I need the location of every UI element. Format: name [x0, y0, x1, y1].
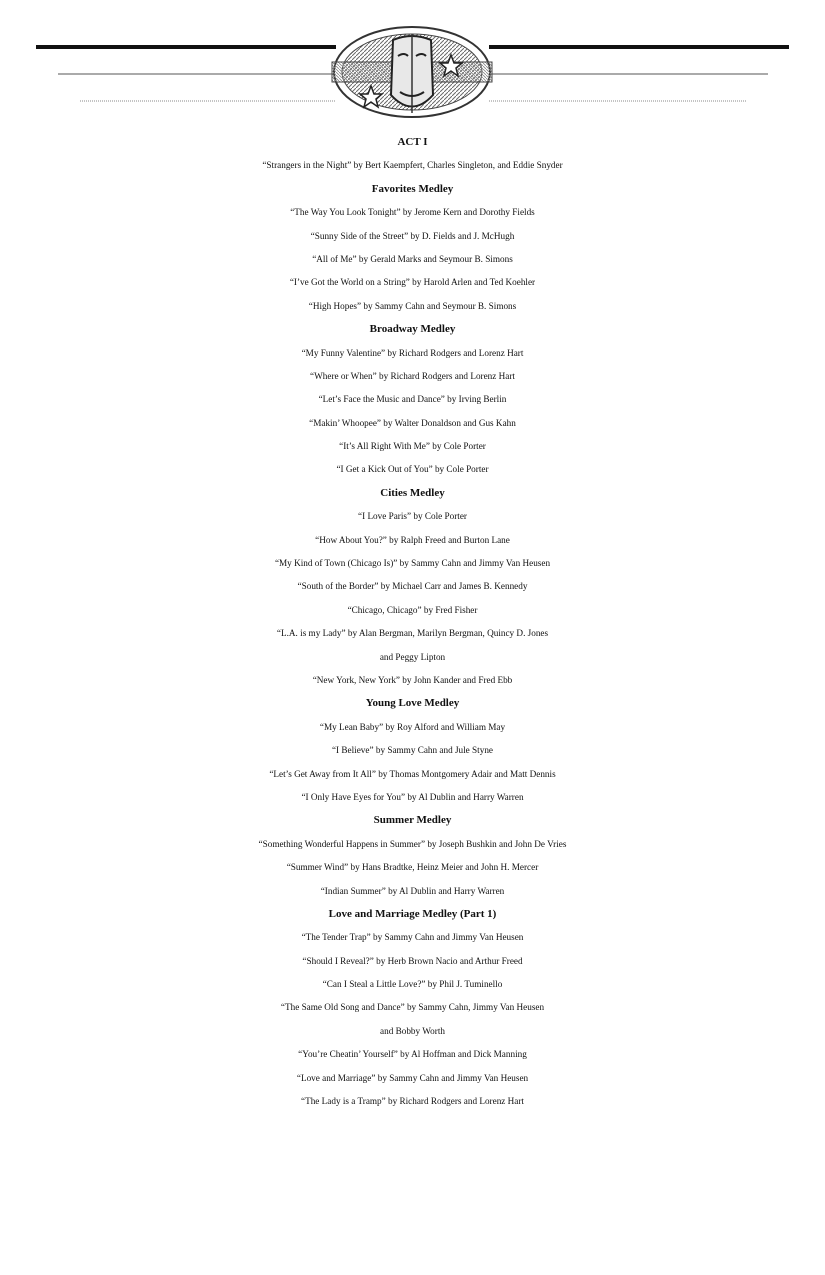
song-credit-line: “I Love Paris” by Cole Porter	[358, 511, 467, 522]
song-credit-line: “Sunny Side of the Street” by D. Fields and J. McHugh	[310, 230, 515, 241]
song-credit-line: “Strangers in the Night” by Bert Kaempfert, Charles Singleton, and Eddie Snyder	[262, 160, 563, 171]
song-credit-line: “The Lady is a Tramp” by Richard Rodgers and Lorenz Hart	[301, 1096, 524, 1107]
header-rule-right	[489, 45, 789, 101]
song-credit-line: “Let’s Get Away from It All” by Thomas Montgomery Adair and Matt Dennis	[269, 768, 556, 779]
section-heading: Broadway Medley	[369, 323, 456, 336]
section-heading: Favorites Medley	[371, 182, 454, 195]
song-credit-line: “The Way You Look Tonight” by Jerome Kern and Dorothy Fields	[290, 207, 535, 218]
header-rule-left	[36, 45, 336, 101]
section-heading: ACT I	[397, 136, 428, 148]
song-credit-line: “Summer Wind” by Hans Bradtke, Heinz Meier and John H. Mercer	[286, 862, 539, 873]
song-credit-line: “L.A. is my Lady” by Alan Bergman, Marilyn Bergman, Quincy D. Jones	[276, 628, 549, 639]
song-credit-line: “Can I Steal a Little Love?” by Phil J. Tuminello	[322, 979, 503, 990]
song-credit-line: “It’s All Right With Me” by Cole Porter	[339, 441, 486, 452]
song-credit-line: “How About You?” by Ralph Freed and Burton Lane	[315, 534, 510, 545]
song-credit-line: “Something Wonderful Happens in Summer” by Joseph Bushkin and John De Vries	[258, 838, 567, 849]
song-credit-line: “Indian Summer” by Al Dublin and Harry Warren	[320, 885, 505, 896]
song-credit-line: “The Same Old Song and Dance” by Sammy Cahn, Jimmy Van Heusen	[280, 1002, 545, 1013]
song-credit-line: and Peggy Lipton	[379, 651, 446, 662]
song-credit-line: “You’re Cheatin’ Yourself” by Al Hoffman and Dick Manning	[298, 1049, 527, 1060]
song-credit-line: “I Believe” by Sammy Cahn and Jule Styne	[331, 745, 493, 756]
song-credit-line: “The Tender Trap” by Sammy Cahn and Jimmy Van Heusen	[301, 932, 524, 943]
song-credit-line: and Bobby Worth	[380, 1025, 445, 1036]
header-ornament	[0, 0, 825, 130]
song-program-list	[0, 131, 825, 1113]
section-heading: Young Love Medley	[365, 697, 460, 710]
section-heading: Love and Marriage Medley (Part 1)	[328, 907, 497, 920]
section-heading: Summer Medley	[373, 814, 452, 827]
song-credit-line: “My Kind of Town (Chicago Is)” by Sammy Cahn and Jimmy Van Heusen	[274, 558, 551, 569]
song-credit-line: “High Hopes” by Sammy Cahn and Seymour B. Simons	[308, 300, 517, 311]
song-credit-line: “I’ve Got the World on a String” by Harold Arlen and Ted Koehler	[289, 277, 536, 288]
song-credit-line: “New York, New York” by John Kander and Fred Ebb	[312, 674, 513, 685]
song-credit-line: “Makin’ Whoopee” by Walter Donaldson and Gus Kahn	[309, 417, 516, 428]
song-credit-line: “Where or When” by Richard Rodgers and Lorenz Hart	[310, 370, 515, 381]
song-credit-line: “All of Me” by Gerald Marks and Seymour B. Simons	[312, 253, 513, 264]
song-credit-line: “Love and Marriage” by Sammy Cahn and Jimmy Van Heusen	[296, 1072, 529, 1083]
theater-masks-emblem-icon	[332, 27, 492, 117]
song-credit-line: “Chicago, Chicago” by Fred Fisher	[347, 604, 478, 615]
song-credit-line: “Should I Reveal?” by Herb Brown Nacio and Arthur Freed	[302, 955, 523, 966]
song-credit-line: “My Funny Valentine” by Richard Rodgers and Lorenz Hart	[301, 347, 524, 358]
song-credit-line: “South of the Border” by Michael Carr and James B. Kennedy	[297, 581, 528, 592]
song-credit-line: “I Only Have Eyes for You” by Al Dublin and Harry Warren	[301, 791, 524, 802]
song-credit-line: “Let’s Face the Music and Dance” by Irving Berlin	[318, 394, 507, 405]
song-credit-line: “My Lean Baby” by Roy Alford and William May	[319, 721, 506, 732]
song-credit-line: “I Get a Kick Out of You” by Cole Porter	[336, 464, 489, 475]
section-heading: Cities Medley	[380, 486, 445, 499]
